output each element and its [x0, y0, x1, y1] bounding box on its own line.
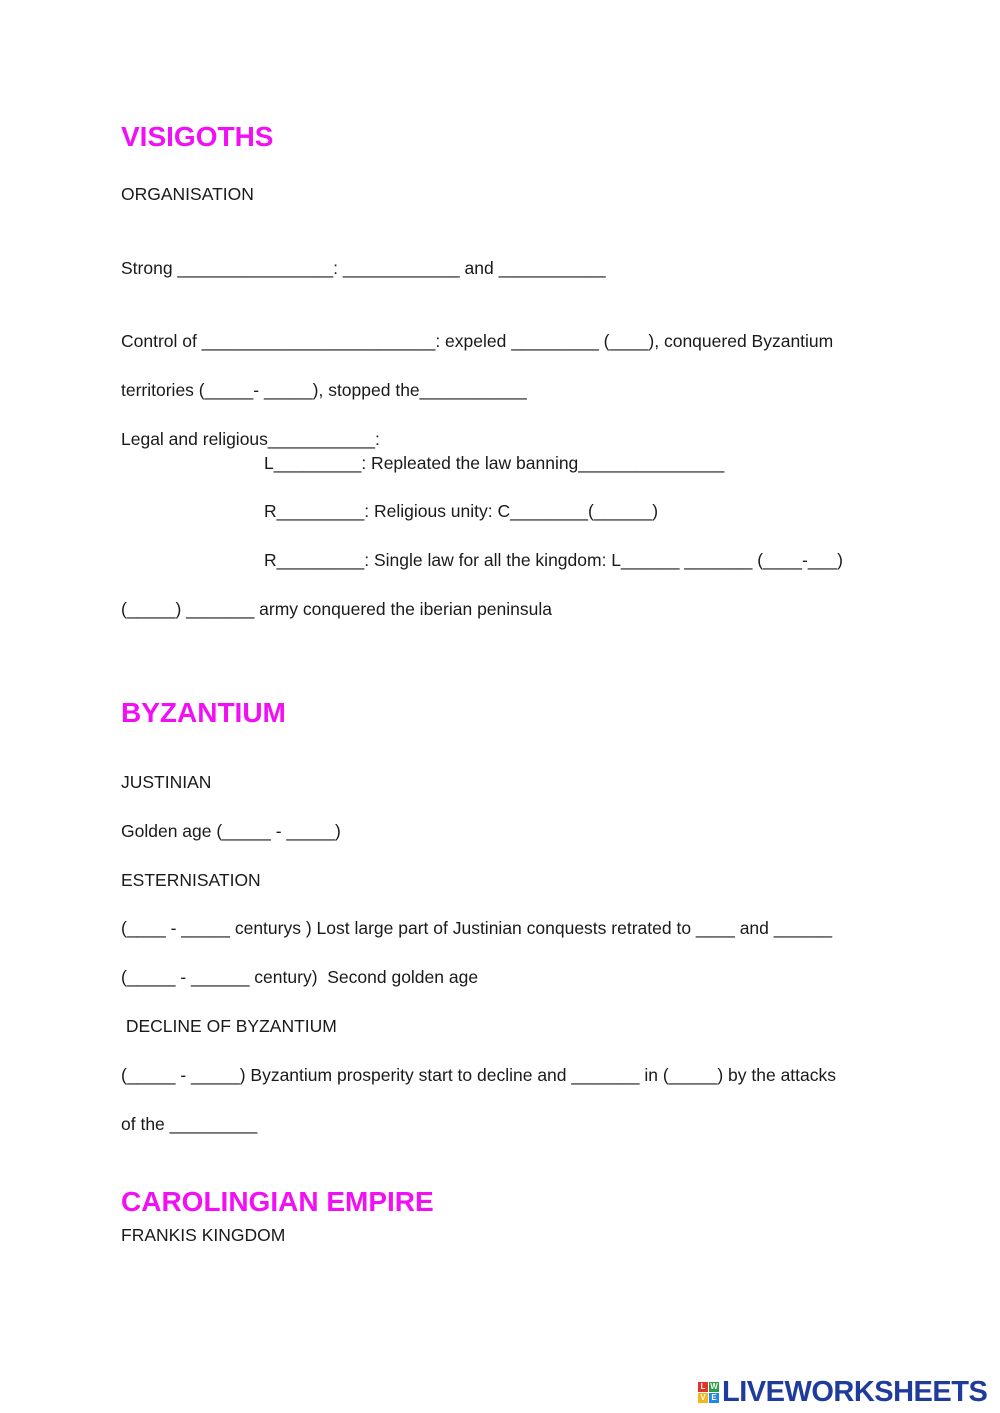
logo-grid-icon — [698, 1382, 719, 1403]
justinian-subheading: JUSTINIAN — [121, 772, 212, 792]
attacks-line: of the _________ — [121, 1114, 258, 1134]
visigoths-heading: VISIGOTHS — [121, 121, 274, 152]
territories-line: territories (_____- _____), stopped the___________ — [121, 380, 527, 400]
strong-line: Strong ________________: ____________ and ___________ — [121, 258, 606, 278]
lost-conquests-line: (____ - _____ centurys ) Lost large part of Justinian conquests retrated to ____ and ______ — [121, 918, 833, 938]
esternisation-subheading: ESTERNISATION — [121, 870, 261, 890]
law-line: L_________: Repleated the law banning_______________ — [264, 453, 725, 473]
logo-text: LIVEWORKSHEETS — [722, 1376, 988, 1408]
carolingian-heading: CAROLINGIAN EMPIRE — [121, 1186, 434, 1217]
control-line: Control of ________________________: expeled _________ (____), conquered Byzantium — [121, 331, 834, 351]
frankis-kingdom-subheading: FRANKIS KINGDOM — [121, 1225, 286, 1245]
byzantium-heading: BYZANTIUM — [121, 697, 286, 728]
logo-letter-e: E — [709, 1393, 719, 1403]
religious-unity-line: R_________: Religious unity: C________(______) — [264, 501, 659, 521]
logo-letter-w: W — [710, 1382, 718, 1391]
golden-age-line: Golden age (_____ - _____) — [121, 821, 341, 841]
logo-letter-v: V — [698, 1393, 708, 1403]
logo-letter-l: L — [698, 1382, 708, 1392]
army-line: (_____) _______ army conquered the iberian peninsula — [121, 599, 552, 619]
single-law-line: R_________: Single law for all the kingdom: L______ _______ (____-___) — [264, 550, 843, 570]
legal-religious-line: Legal and religious___________: — [121, 429, 380, 449]
liveworksheets-logo — [698, 1376, 987, 1409]
second-golden-age-line: (_____ - ______ century) Second golden age — [121, 967, 479, 987]
organisation-subheading: ORGANISATION — [121, 184, 254, 204]
decline-subheading: DECLINE OF BYZANTIUM — [121, 1016, 337, 1036]
prosperity-decline-line: (_____ - _____) Byzantium prosperity start to decline and _______ in (_____) by the attacks — [121, 1065, 837, 1085]
